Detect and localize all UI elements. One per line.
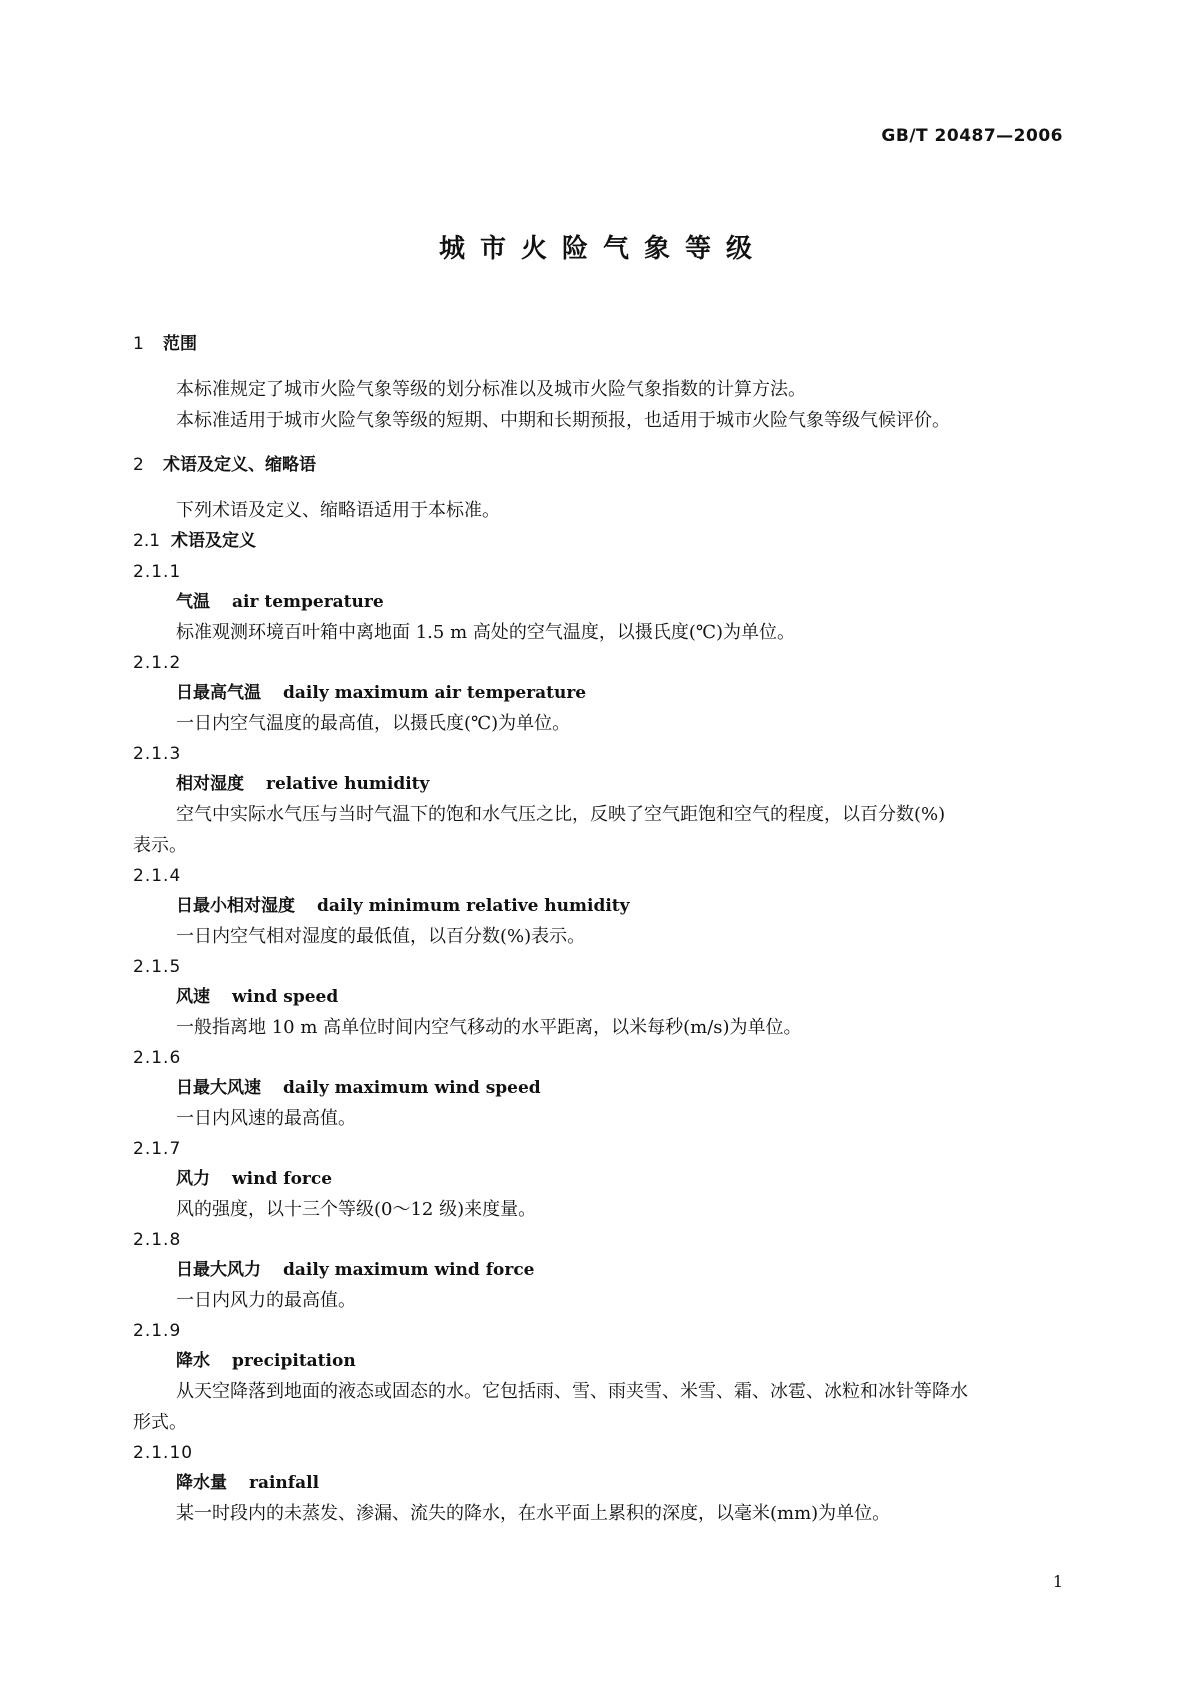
term-definition: 一日内空气相对湿度的最低值，以百分数(%)表示。: [176, 926, 586, 947]
term-number: 2.1.9: [133, 1321, 182, 1341]
document-title: 城市火险气象等级: [438, 234, 767, 264]
term-english: daily maximum wind speed: [283, 1078, 541, 1098]
section-2-heading: [133, 450, 1063, 481]
term-definition: 空气中实际水气压与当时气温下的饱和水气压之比，反映了空气距饱和空气的程度，以百分数(%): [176, 804, 946, 825]
section-number: 1: [133, 334, 144, 354]
term-definition: 一日内风力的最高值。: [176, 1290, 356, 1311]
term-chinese: 风力: [176, 1169, 210, 1189]
term-definition: 从天空降落到地面的液态或固态的水。它包括雨、雪、雨夹雪、米雪、霜、冰雹、冰粒和冰针等降水: [176, 1381, 968, 1402]
paragraph: 下列术语及定义、缩略语适用于本标准。: [176, 500, 500, 521]
standard-number: GB/T 20487—2006: [881, 126, 1063, 146]
term-entry: [133, 861, 1063, 952]
term-definition: 一日内风速的最高值。: [176, 1108, 356, 1129]
term-name: [133, 1346, 1063, 1376]
term-number: 2.1.10: [133, 1443, 194, 1463]
term-number: 2.1.2: [133, 653, 182, 673]
term-english: daily minimum relative humidity: [317, 896, 630, 916]
term-name: [133, 1468, 1063, 1498]
term-number: 2.1.6: [133, 1048, 182, 1068]
term-entry: [133, 1134, 1063, 1225]
term-name: [133, 678, 1063, 708]
term-chinese: 降水: [176, 1351, 210, 1371]
section-title: 范围: [163, 334, 197, 354]
section-number: 2: [133, 455, 144, 475]
term-english: daily maximum air temperature: [283, 683, 587, 703]
term-english: rainfall: [249, 1473, 320, 1493]
term-chinese: 日最大风速: [176, 1078, 261, 1098]
term-english: air temperature: [232, 592, 384, 612]
term-definition: 某一时段内的未蒸发、渗漏、流失的降水，在水平面上累积的深度，以毫米(mm)为单位。: [176, 1503, 891, 1524]
subsection-title: 术语及定义: [171, 531, 256, 551]
term-entry: [133, 1316, 1063, 1438]
term-number: 2.1.1: [133, 562, 182, 582]
term-english: daily maximum wind force: [283, 1260, 535, 1280]
term-name: [133, 891, 1063, 921]
term-chinese: 日最小相对湿度: [176, 896, 295, 916]
subsection-heading: [133, 526, 1063, 557]
term-definition: 形式。: [133, 1412, 187, 1433]
document-body: [133, 329, 1063, 1529]
term-entry: [133, 557, 1063, 648]
term-entry: [133, 1043, 1063, 1134]
term-number: 2.1.8: [133, 1230, 182, 1250]
term-name: [133, 1255, 1063, 1285]
term-entry: [133, 1225, 1063, 1316]
term-name: [133, 769, 1063, 799]
term-number: 2.1.3: [133, 744, 182, 764]
term-definition: 表示。: [133, 835, 187, 856]
term-definition: 一般指离地 10 m 高单位时间内空气移动的水平距离，以米每秒(m/s)为单位。: [176, 1017, 802, 1038]
term-chinese: 气温: [176, 592, 210, 612]
term-entry: [133, 1438, 1063, 1529]
term-name: [133, 1073, 1063, 1103]
term-number: 2.1.5: [133, 957, 182, 977]
term-english: wind speed: [232, 987, 339, 1007]
term-chinese: 相对湿度: [176, 774, 244, 794]
term-chinese: 降水量: [176, 1473, 227, 1493]
term-definition: 标准观测环境百叶箱中离地面 1.5 m 高处的空气温度，以摄氏度(℃)为单位。: [176, 622, 796, 643]
term-name: [133, 982, 1063, 1012]
term-english: relative humidity: [266, 774, 430, 794]
term-number: 2.1.7: [133, 1139, 182, 1159]
term-definition: 一日内空气温度的最高值，以摄氏度(℃)为单位。: [176, 713, 571, 734]
page-number: 1: [1052, 1572, 1063, 1591]
term-chinese: 日最高气温: [176, 683, 261, 703]
term-chinese: 日最大风力: [176, 1260, 261, 1280]
paragraph: 本标准规定了城市火险气象等级的划分标准以及城市火险气象指数的计算方法。: [176, 379, 806, 400]
term-entry: [133, 952, 1063, 1043]
term-name: [133, 1164, 1063, 1194]
term-list: [133, 557, 1063, 1529]
term-chinese: 风速: [176, 987, 210, 1007]
term-entry: [133, 648, 1063, 739]
paragraph: 本标准适用于城市火险气象等级的短期、中期和长期预报，也适用于城市火险气象等级气候评价。: [176, 410, 950, 431]
subsection-number: 2.1: [133, 531, 161, 551]
term-number: 2.1.4: [133, 866, 182, 886]
term-english: precipitation: [232, 1351, 356, 1371]
section-title: 术语及定义、缩略语: [163, 455, 316, 475]
term-definition: 风的强度，以十三个等级(0～12 级)来度量。: [176, 1199, 537, 1220]
term-name: [133, 587, 1063, 617]
term-english: wind force: [232, 1169, 333, 1189]
term-entry: [133, 739, 1063, 861]
section-1-heading: [133, 329, 1063, 360]
